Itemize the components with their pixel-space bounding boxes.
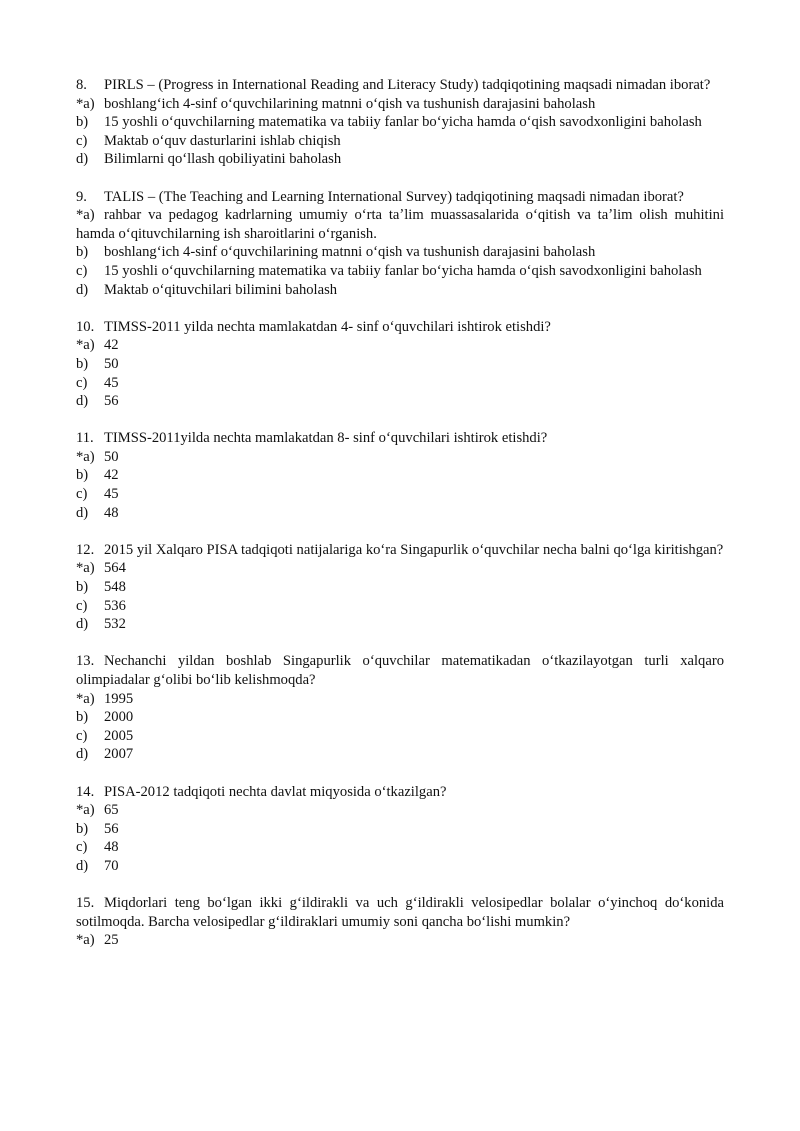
question-number: 12.	[76, 541, 95, 558]
option-label: b)	[76, 709, 89, 726]
answer-option	[76, 597, 724, 616]
option-text: 42	[104, 467, 119, 484]
option-text: 2000	[104, 709, 134, 726]
option-text: 48	[104, 839, 119, 856]
answer-option	[76, 708, 724, 727]
question-text: TIMSS-2011yilda nechta mamlakatdan 8- sinf oʻquvchilari ishtirok etishdi?	[104, 430, 548, 447]
question-stem	[76, 541, 724, 560]
option-text: 548	[104, 579, 126, 596]
option-text: boshlangʻich 4-sinf oʻquvchilarining matnni oʻqish va tushunish darajasini baholash	[104, 244, 596, 261]
answer-option	[76, 262, 724, 281]
option-label: *a)	[76, 207, 95, 224]
question-stem	[76, 76, 724, 95]
answer-option	[76, 857, 724, 876]
option-label: *a)	[76, 560, 95, 577]
option-label: *a)	[76, 95, 95, 112]
option-text: 70	[104, 857, 119, 874]
answer-option	[76, 466, 724, 485]
option-label: b)	[76, 244, 89, 261]
option-text: 15 yoshli oʻquvchilarning matematika va tabiiy fanlar boʻyicha hamda oʻqish savodxonligini baholash	[104, 262, 702, 279]
option-text: 536	[104, 597, 126, 614]
question-number: 9.	[76, 188, 87, 205]
question-text: TALIS – (The Teaching and Learning International Survey) tadqiqotining maqsadi nimadan iborat?	[104, 188, 684, 205]
option-label: c)	[76, 727, 88, 744]
answer-option	[76, 820, 724, 839]
answer-option	[76, 392, 724, 411]
question-stem	[76, 318, 724, 337]
option-label: *a)	[76, 802, 95, 819]
answer-option	[76, 95, 724, 114]
question-block	[76, 429, 724, 522]
option-label: d)	[76, 857, 89, 874]
question-block	[76, 894, 724, 950]
answer-option	[76, 615, 724, 634]
option-label: c)	[76, 839, 88, 856]
option-text: 50	[104, 448, 119, 465]
answer-option	[76, 801, 724, 820]
option-label: d)	[76, 281, 89, 298]
answer-option	[76, 727, 724, 746]
question-text: PIRLS – (Progress in International Reading and Literacy Study) tadqiqotining maqsadi nimadan iborat?	[104, 77, 711, 93]
option-text: Bilimlarni qoʻllash qobiliyatini baholash	[104, 151, 342, 168]
answer-option	[76, 559, 724, 578]
answer-option	[76, 374, 724, 393]
option-label: d)	[76, 746, 89, 763]
option-text: rahbar va pedagog kadrlarning umumiy oʻrta taʼlim muassasalarida oʻqitish va taʼlim olish muhitini hamda oʻqituvchilarning ish sharoitlarini oʻrganish.	[76, 207, 724, 242]
answer-option	[76, 838, 724, 857]
question-text: Nechanchi yildan boshlab Singapurlik oʻquvchilar matematikadan oʻtkazilayotgan turli xalqaro olimpiadalar gʻolibi boʻlib kelishmoqda?	[76, 653, 724, 688]
option-label: *a)	[76, 932, 95, 949]
option-text: 2005	[104, 727, 134, 744]
answer-option	[76, 745, 724, 764]
answer-option	[76, 931, 724, 950]
answer-option	[76, 281, 724, 300]
option-label: b)	[76, 355, 89, 372]
question-block	[76, 318, 724, 411]
option-label: d)	[76, 616, 89, 633]
question-text: TIMSS-2011 yilda nechta mamlakatdan 4- sinf oʻquvchilari ishtirok etishdi?	[104, 318, 551, 335]
option-text: 48	[104, 504, 119, 521]
answer-option	[76, 448, 724, 467]
question-stem	[76, 652, 724, 689]
answer-option	[76, 150, 724, 169]
question-stem	[76, 783, 724, 802]
question-number: 8.	[76, 77, 87, 93]
option-label: c)	[76, 597, 88, 614]
question-stem	[76, 188, 724, 207]
option-text: 564	[104, 560, 126, 577]
option-label: b)	[76, 579, 89, 596]
option-label: c)	[76, 262, 88, 279]
answer-option	[76, 336, 724, 355]
question-block	[76, 541, 724, 634]
option-text: 25	[104, 932, 119, 949]
question-number: 11.	[76, 430, 94, 447]
answer-option	[76, 113, 724, 132]
option-text: 65	[104, 802, 119, 819]
answer-option	[76, 206, 724, 243]
option-label: c)	[76, 374, 88, 391]
option-label: b)	[76, 114, 89, 131]
answer-option	[76, 504, 724, 523]
option-label: *a)	[76, 337, 95, 354]
question-stem	[76, 429, 724, 448]
question-block	[76, 76, 724, 169]
question-text: PISA-2012 tadqiqoti nechta davlat miqyosida oʻtkazilgan?	[104, 783, 447, 800]
option-label: d)	[76, 393, 89, 410]
option-text: 45	[104, 486, 119, 503]
question-stem	[76, 894, 724, 931]
option-text: boshlangʻich 4-sinf oʻquvchilarining matnni oʻqish va tushunish darajasini baholash	[104, 95, 596, 112]
option-label: *a)	[76, 448, 95, 465]
question-number: 13.	[76, 653, 95, 670]
question-number: 10.	[76, 318, 95, 335]
option-label: c)	[76, 486, 88, 503]
option-label: b)	[76, 820, 89, 837]
option-text: Maktab oʻquv dasturlarini ishlab chiqish	[104, 132, 341, 149]
answer-option	[76, 243, 724, 262]
answer-option	[76, 132, 724, 151]
option-text: 50	[104, 355, 119, 372]
option-text: Maktab oʻqituvchilari bilimini baholash	[104, 281, 338, 298]
option-label: c)	[76, 132, 88, 149]
question-number: 15.	[76, 895, 95, 912]
option-text: 56	[104, 393, 119, 410]
question-block	[76, 783, 724, 876]
answer-option	[76, 355, 724, 374]
question-number: 14.	[76, 783, 95, 800]
answer-option	[76, 485, 724, 504]
option-label: b)	[76, 467, 89, 484]
option-text: 532	[104, 616, 126, 633]
option-text: 56	[104, 820, 119, 837]
question-text: Miqdorlari teng boʻlgan ikki gʻildirakli va uch gʻildirakli velosipedlar bolalar oʻyinchoq doʻkonida sotilmoqda. Barcha velosipedlar gʻildiraklari umumiy soni qancha boʻlishi mumkin?	[76, 895, 724, 930]
question-block	[76, 652, 724, 764]
option-text: 15 yoshli oʻquvchilarning matematika va tabiiy fanlar boʻyicha hamda oʻqish savodxonligini baholash	[104, 114, 702, 131]
answer-option	[76, 690, 724, 709]
option-text: 1995	[104, 690, 134, 707]
option-text: 42	[104, 337, 119, 354]
question-block	[76, 188, 724, 300]
option-label: d)	[76, 151, 89, 168]
option-label: d)	[76, 504, 89, 521]
option-text: 45	[104, 374, 119, 391]
option-text: 2007	[104, 746, 134, 763]
option-label: *a)	[76, 690, 95, 707]
answer-option	[76, 578, 724, 597]
question-text: 2015 yil Xalqaro PISA tadqiqoti natijalariga koʻra Singapurlik oʻquvchilar necha balni qoʻlga kiritishgan?	[104, 541, 724, 558]
